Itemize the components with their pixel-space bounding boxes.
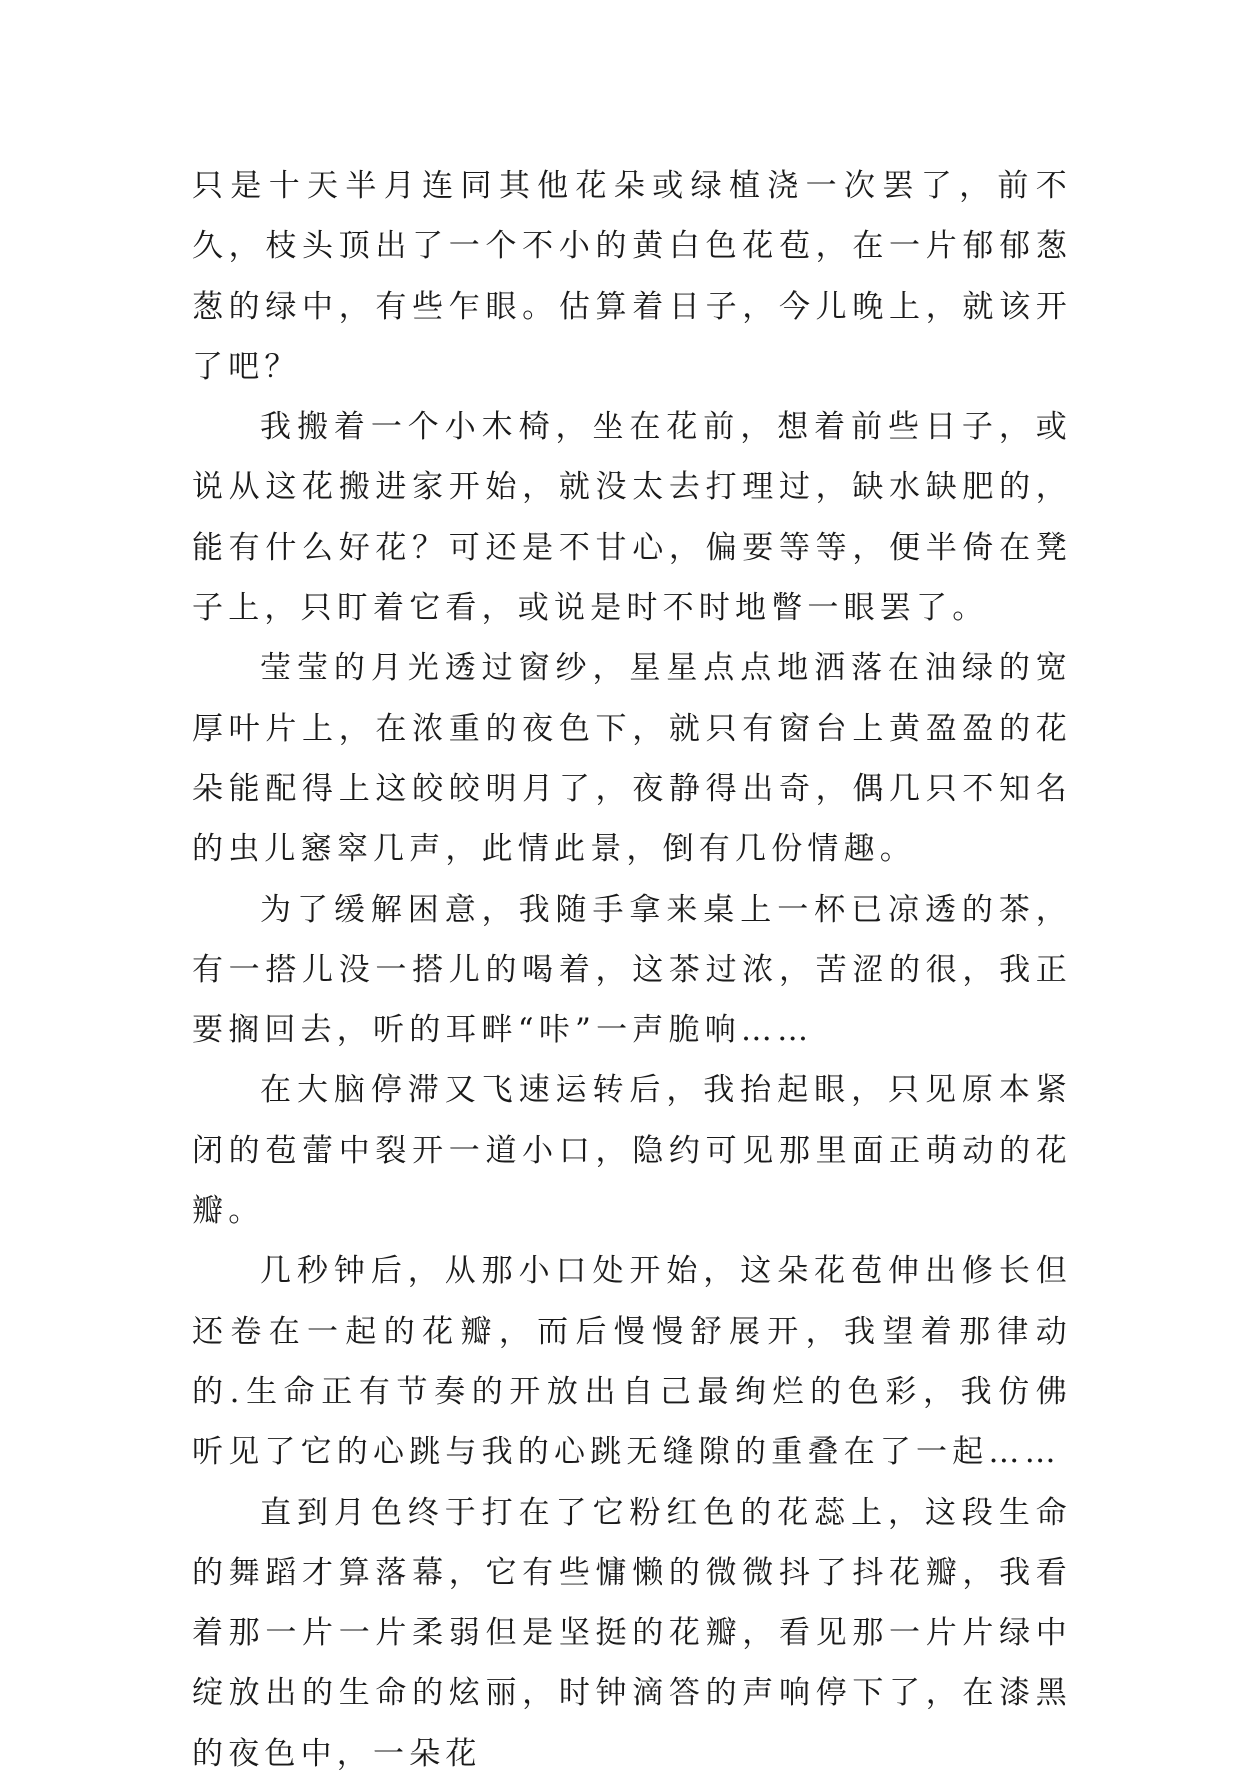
paragraph-bud-cracks: 在大脑停滞又飞速运转后，我抬起眼，只见原本紧闭的苞蕾中裂开一道小口，隐约可见那里面正萌动的花瓣。 bbox=[192, 1072, 1072, 1230]
paragraph-continued: 只是十天半月连同其他花朵或绿植浇一次罢了，前不久，枝头顶出了一个不小的黄白色花苞，在一片郁郁葱葱的绿中，有些乍眼。估算着日子，今儿晚上，就该开了吧？ bbox=[192, 168, 1072, 385]
paragraph-wooden-chair: 我搬着一个小木椅，坐在花前，想着前些日子，或说从这花搬进家开始，就没太去打理过，缺水缺肥的，能有什么好花？可还是不甘心，偏要等等，便半倚在凳子上，只盯着它看，或说是时不时地瞥一眼罢了。 bbox=[192, 409, 1072, 627]
paragraph-cold-tea: 为了缓解困意，我随手拿来桌上一杯已凉透的茶，有一搭儿没一搭儿的喝着，这茶过浓，苦涩的很，我正要搁回去，听的耳畔“咔”一声脆响…… bbox=[192, 891, 1072, 1049]
paragraph-moonlight: 莹莹的月光透过窗纱，星星点点地洒落在油绿的宽厚叶片上，在浓重的夜色下，就只有窗台上黄盈盈的花朵能配得上这皎皎明月了，夜静得出奇，偶几只不知名的虫儿窸窣几声，此情此景，倒有几份情趣。 bbox=[192, 650, 1072, 868]
paragraph-petals-unfold: 几秒钟后，从那小口处开始，这朵花苞伸出修长但还卷在一起的花瓣，而后慢慢舒展开，我望着那律动的.生命正有节奏的开放出自己最绚烂的色彩，我仿佛听见了它的心跳与我的心跳无缝隙的重叠在了一起…… bbox=[192, 1253, 1072, 1471]
paragraph-dance-ends: 直到月色终于打在了它粉红色的花蕊上，这段生命的舞蹈才算落幕，它有些慵懒的微微抖了抖花瓣，我看着那一片一片柔弱但是坚挺的花瓣，看见那一片片绿中绽放出的生命的炫丽，时钟滴答的声响停下了，在漆黑的夜色中，一朵花 bbox=[192, 1494, 1072, 1772]
body-text bbox=[192, 156, 1072, 1784]
